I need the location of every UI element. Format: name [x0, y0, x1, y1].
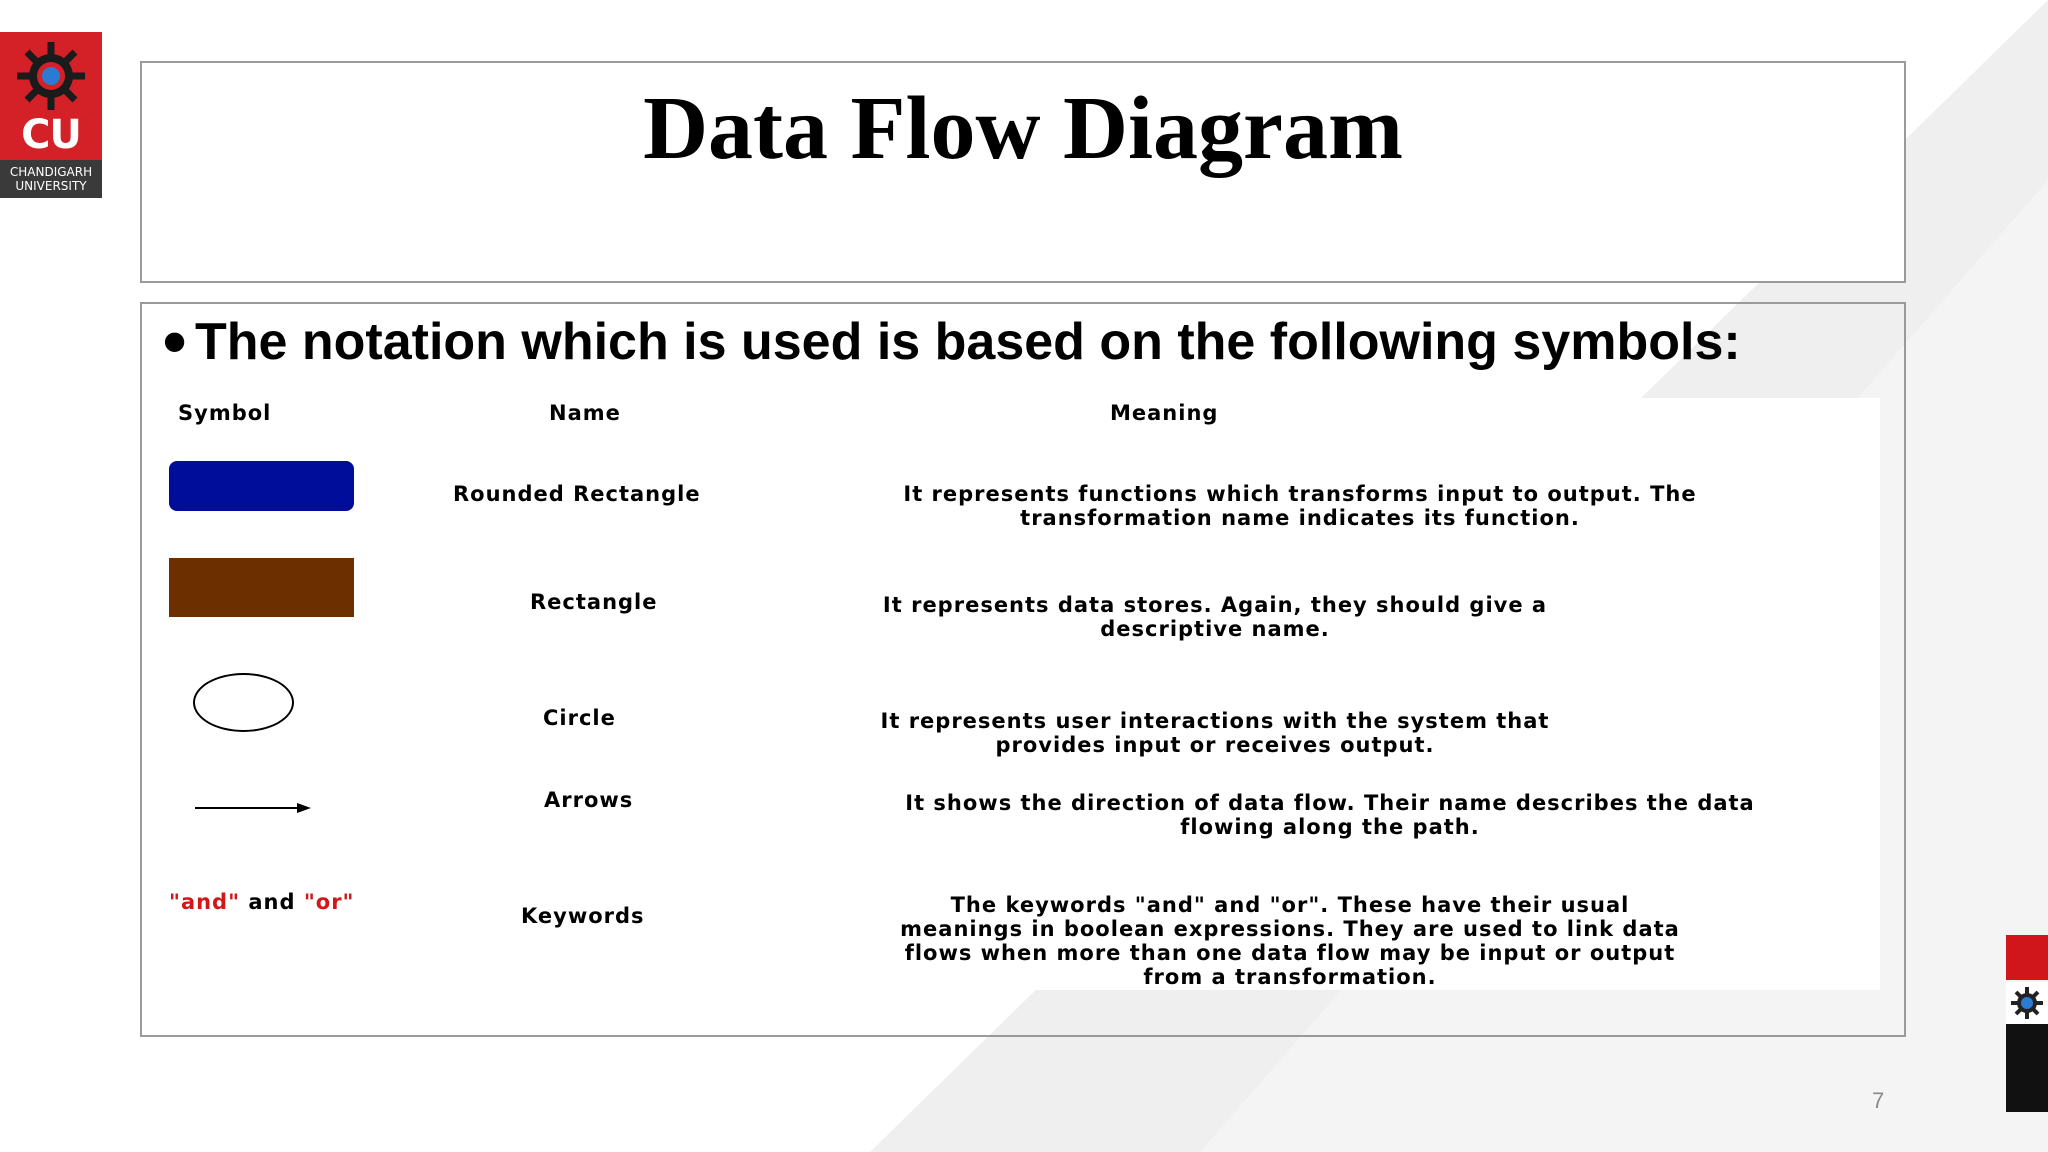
logo-university-name [0, 160, 102, 198]
side-strip-gear [2006, 982, 2048, 1024]
keywords-symbol [169, 890, 355, 914]
title-placeholder [140, 61, 1906, 283]
meaning-line: from a transformation. [1143, 965, 1437, 989]
side-strip-red [2006, 935, 2048, 980]
keyword-joiner: and [240, 890, 304, 914]
row-meaning-rounded-rectangle [800, 482, 1800, 530]
row-meaning-keywords [790, 893, 1790, 989]
row-meaning-rectangle [800, 593, 1630, 641]
row-name-arrows: Arrows [544, 788, 634, 812]
row-meaning-circle [800, 709, 1630, 757]
gear-emblem-icon [13, 38, 89, 114]
keyword-and: "and" [169, 890, 241, 914]
meaning-line: provides input or receives output. [995, 733, 1435, 757]
logo-line-2: UNIVERSITY [15, 179, 87, 193]
header-meaning: Meaning [1110, 401, 1219, 425]
row-name-rectangle: Rectangle [530, 590, 658, 614]
side-strip-black [2006, 1024, 2048, 1112]
bullet-text: The notation which is used is based on the following symbols: [195, 313, 1741, 371]
row-name-circle: Circle [543, 706, 616, 730]
rounded-rectangle-symbol [169, 461, 354, 511]
slide-title: Data Flow Diagram [643, 79, 1403, 178]
meaning-line: The keywords "and" and "or". These have their usual [950, 893, 1630, 917]
circle-symbol [193, 673, 294, 732]
meaning-line: It represents user interactions with the system that [880, 709, 1550, 733]
meaning-line: It represents functions which transforms input to output. The [903, 482, 1697, 506]
row-name-rounded-rectangle: Rounded Rectangle [453, 482, 701, 506]
logo-line-1: CHANDIGARH [9, 165, 93, 179]
page-number: 7 [1872, 1088, 1885, 1113]
meaning-line: It represents data stores. Again, they should give a [882, 593, 1548, 617]
meaning-line: flowing along the path. [1180, 815, 1480, 839]
header-symbol: Symbol [178, 401, 272, 425]
row-name-keywords: Keywords [521, 904, 645, 928]
meaning-line: It shows the direction of data flow. Their name describes the data [905, 791, 1755, 815]
arrow-symbol [193, 798, 315, 818]
chandigarh-university-logo [0, 32, 102, 198]
header-name: Name [549, 401, 621, 425]
bullet-marker: • [157, 312, 193, 376]
keyword-or: "or" [303, 890, 355, 914]
logo-abbreviation: CU [21, 112, 81, 158]
row-meaning-arrows [810, 791, 1850, 839]
meaning-line: flows when more than one data flow may be input or output [904, 941, 1676, 965]
meaning-line: transformation name indicates its function. [1020, 506, 1580, 530]
meaning-line: descriptive name. [1100, 617, 1330, 641]
rectangle-symbol [169, 558, 354, 617]
side-gear-icon [2006, 982, 2048, 1024]
meaning-line: meanings in boolean expressions. They are used to link data [900, 917, 1680, 941]
